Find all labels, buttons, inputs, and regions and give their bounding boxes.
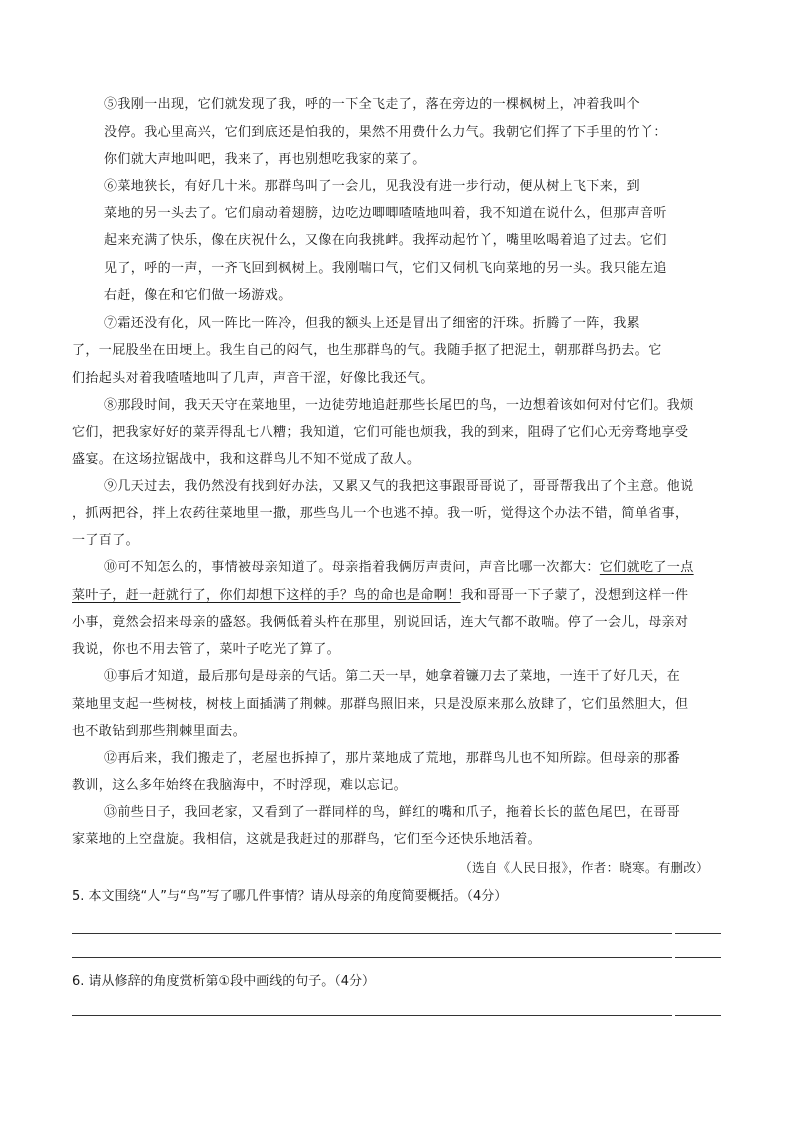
- paragraph-6-line-5: 右赶，像在和它们做一场游戏。: [104, 288, 292, 303]
- paragraph-7-line-1: ⑦霜还没有化，风一阵比一阵冷，但我的额头上还是冒出了细密的汗珠。折腾了一阵，我累: [104, 316, 641, 331]
- answer-line[interactable]: [72, 933, 672, 934]
- paragraph-8-line-2: 它们，把我家好好的菜弄得乱七八糟；我知道，它们可能也烦我，我的到来，阻碍了它们心无旁骛地享受: [72, 425, 689, 440]
- answer-line[interactable]: [675, 933, 721, 934]
- paragraph-13-line-1: ⑬前些日子，我回老家，又看到了一群同样的鸟，鲜红的嘴和爪子，拖着长长的蓝色尾巴，在哥哥: [104, 805, 681, 820]
- paragraph-13-line-2: 家菜地的上空盘旋。我相信，这就是我赶过的那群鸟，它们至今还快乐地活着。: [72, 832, 542, 847]
- paragraph-6-line-1: ⑥菜地狭长，有好几十米。那群鸟叫了一会儿，见我没有进一步行动，便从树上飞下来，到: [104, 179, 641, 194]
- paragraph-10-line-1: [104, 559, 694, 577]
- paragraph-5-line-3: 你们就大声地叫吧，我来了，再也别想吃我家的菜了。: [104, 152, 426, 167]
- paragraph-10-line-3: 小事，竟然会招来母亲的盛怒。我俩低着头杵在那里，别说回话，连大气都不敢喘。停了一会儿，母亲对: [72, 615, 689, 630]
- paragraph-9-line-2: ，抓两把谷，拌上农药往菜地里一撒，那些鸟儿一个也逃不掉。我一听，觉得这个办法不错，简单省事，: [72, 506, 689, 521]
- question-5: 5. 本文围绕“人”与“鸟”写了哪几件事情？请从母亲的角度简要概括。（4分）: [72, 889, 508, 904]
- paragraph-11-line-1: ⑪事后才知道，最后那句是母亲的气话。第二天一早，她拿着镰刀去了菜地，一连干了好几天，在: [104, 669, 681, 684]
- answer-line[interactable]: [72, 1015, 672, 1016]
- question-6: 6. 请从修辞的角度赏析第①段中画线的句子。（4分）: [72, 974, 375, 989]
- paragraph-10-line-2: [72, 587, 688, 605]
- answer-line[interactable]: [72, 957, 672, 958]
- paragraph-6-line-3: 起来充满了快乐，像在庆祝什么，又像在向我挑衅。我挥动起竹丫，嘴里吆喝着追了过去。它们: [104, 233, 667, 248]
- paragraph-12-line-1: ⑫再后来，我们搬走了，老屋也拆掉了，那片菜地成了荒地，那群鸟儿也不知所踪。但母亲的那番: [104, 751, 681, 766]
- answer-line[interactable]: [675, 1015, 721, 1016]
- paragraph-9-line-3: 一了百了。: [72, 533, 140, 548]
- paragraph-12-line-2: 教训，这么多年始终在我脑海中，不时浮现，难以忘记。: [72, 778, 408, 793]
- underlined-sentence-part-1: 它们就吃了一点: [599, 560, 694, 575]
- paragraph-6-line-4: 见了，呼的一声，一齐飞回到枫树上。我刚喘口气，它们又伺机飞向菜地的另一头。我只能左追: [104, 261, 667, 276]
- paragraph-10-text: 我和哥哥一下子蒙了，没想到这样一件: [460, 588, 689, 603]
- paragraph-5-line-1: ⑤我刚一出现，它们就发现了我，呼的一下全飞走了，落在旁边的一棵枫树上，冲着我叫个: [104, 97, 641, 112]
- paragraph-8-line-1: ⑧那段时间，我天天守在菜地里，一边徒劳地追赶那些长尾巴的鸟，一边想着该如何对付它们。我烦: [104, 398, 694, 413]
- paragraph-7-line-3: 们抬起头对着我喳喳地叫了几声，声音干涩，好像比我还气。: [72, 371, 434, 386]
- underlined-sentence-part-2: 菜叶子，赶一赶就行了，你们却想下这样的手？鸟的命也是命啊！: [72, 588, 461, 603]
- source-citation: （选自《人民日报》，作者：晓寒。有删改）: [459, 860, 709, 875]
- paragraph-11-line-2: 菜地里支起一些树枝，树枝上面插满了荆棘。那群鸟照旧来，只是没原来那么放肆了，它们虽然胆大，但: [72, 697, 689, 712]
- paragraph-9-line-1: ⑨几天过去，我仍然没有找到好办法，又累又气的我把这事跟哥哥说了，哥哥帮我出了个主意。他说: [104, 479, 694, 494]
- paragraph-8-line-3: 盛宴。在这场拉锯战中，我和这群鸟儿不知不觉成了敌人。: [72, 452, 421, 467]
- paragraph-10-line-4: 我说，你也不用去管了，菜叶子吃光了算了。: [72, 642, 341, 657]
- paragraph-7-line-2: 了，一屁股坐在田埂上。我生自己的闷气，也生那群鸟的气。我随手抠了把泥土，朝那群鸟扔去。它: [72, 343, 662, 358]
- paragraph-6-line-2: 菜地的另一头去了。它们扇动着翅膀，边吃边唧唧喳喳地叫着，我不知道在说什么，但那声音听: [104, 206, 667, 221]
- paragraph-11-line-3: 也不敢钻到那些荆棘里面去。: [72, 724, 247, 739]
- paragraph-10-text: ⑩可不知怎么的，事情被母亲知道了。母亲指着我俩厉声责问，声音比哪一次都大：: [104, 560, 600, 575]
- answer-line[interactable]: [675, 957, 721, 958]
- paragraph-5-line-2: 没停。我心里高兴，它们到底还是怕我的，果然不用费什么力气。我朝它们挥了下手里的竹丫：: [104, 125, 667, 140]
